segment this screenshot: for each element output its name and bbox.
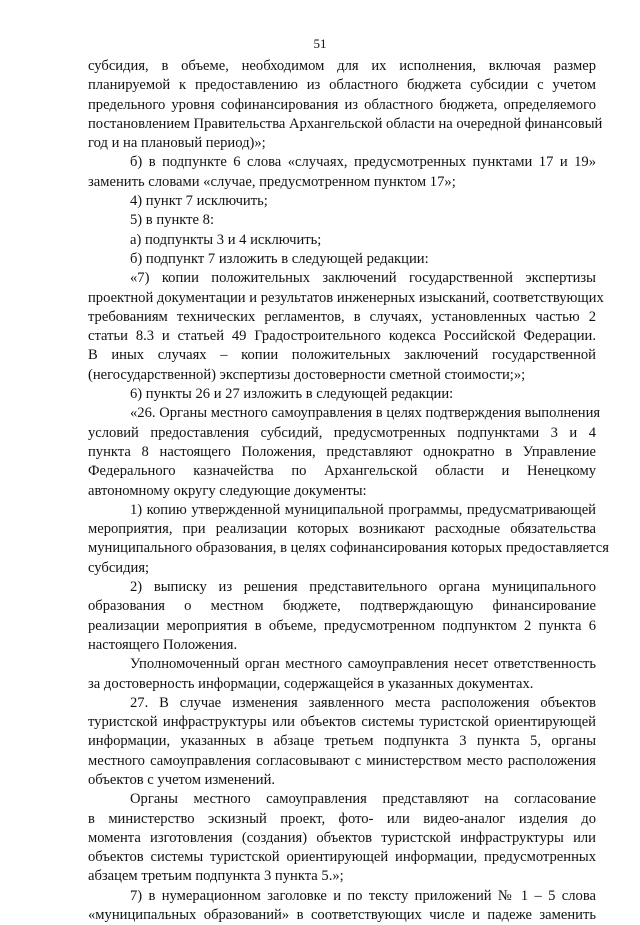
text-line: объектов системы туристской ориентирующей информации, предусмотренных (88, 849, 596, 866)
text-line: 27. В случае изменения заявленного места расположения объектов (130, 694, 596, 711)
text-line: 4) пункт 7 исключить; (130, 193, 268, 210)
text-line: муниципального образования, в целях софинансирования которых предоставляется (88, 540, 609, 557)
text-line: б) в подпункте 6 слова «случаях, предусмотренных пунктами 17 и 19» (130, 154, 596, 171)
text-line: статьи 8.3 и статьей 49 Градостроительного кодекса Российской Федерации. (88, 328, 596, 345)
text-line: проектной документации и результатов инженерных изысканий, соответствующих (88, 289, 604, 306)
text-line: субсидия; (88, 559, 150, 576)
text-line: туристской инфраструктуры или объектов системы туристской ориентирующей (88, 714, 596, 731)
page-number: 51 (313, 36, 327, 51)
text-line: планируемой к предоставлению из областного бюджета субсидии с учетом (88, 77, 596, 94)
text-line: предельного уровня софинансирования из областного бюджета, определяемого (88, 96, 596, 113)
text-line: реализации мероприятия в объеме, предусмотренном подпунктом 2 пункта 6 (88, 617, 596, 634)
text-line: в министерство эскизный проект, фото- или видео-аналог изделия до (88, 810, 596, 827)
text-line: объектов с учетом изменений. (88, 771, 276, 788)
text-line: образования о местном бюджете, подтверждающую финансирование (88, 598, 596, 615)
text-line: субсидия, в объеме, необходимом для их исполнения, включая размер (88, 58, 596, 74)
text-line: 6) пункты 26 и 27 изложить в следующей редакции: (130, 386, 454, 403)
text-line: информации, указанных в абзаце третьем подпункта 3 пункта 5, органы (88, 733, 596, 750)
text-line: б) подпункт 7 изложить в следующей редакции: (130, 250, 429, 267)
text-line: абзацем третьим подпункта 3 пункта 5.»; (88, 868, 344, 885)
text-line: В иных случаях – копии положительных заключений государственной (88, 347, 596, 364)
text-line: момента изготовления (создания) объектов туристской инфраструктуры или (88, 829, 596, 846)
text-line: местного самоуправления согласовывают с министерством место расположения (88, 752, 596, 769)
text-line: условий предоставления субсидий, предусмотренных подпунктами 3 и 4 (88, 424, 596, 441)
text-line: автономному округу следующие документы: (88, 482, 367, 499)
text-line: «муниципальных образований» в соответствующих числе и падеже заменить (88, 907, 596, 924)
text-line: 7) в нумерационном заголовке и по тексту приложений № 1 – 5 слова (130, 887, 596, 904)
text-line: «7) копии положительных заключений государственной экспертизы (130, 270, 596, 287)
text-line: 5) в пункте 8: (130, 212, 215, 229)
text-line: настоящего Положения. (88, 636, 238, 653)
text-line: а) подпункты 3 и 4 исключить; (130, 231, 322, 248)
text-line: 2) выписку из решения представительного органа муниципального (130, 579, 596, 596)
text-line: за достоверность информации, содержащейся в указанных документах. (88, 675, 534, 692)
text-line: 1) копию утвержденной муниципальной программы, предусматривающей (130, 501, 596, 518)
body-text (88, 57, 609, 925)
text-line: мероприятия, при реализации которых возникают расходные обязательства (88, 521, 596, 538)
text-line: (негосударственной) экспертизы достоверности сметной стоимости;»; (88, 366, 526, 383)
text-line: пункта 8 настоящего Положения, представляют однократно в Управление (88, 443, 596, 460)
text-line: «26. Органы местного самоуправления в целях подтверждения выполнения (130, 405, 601, 422)
text-line: Уполномоченный орган местного самоуправления несет ответственность (130, 656, 596, 673)
text-line: заменить словами «случае, предусмотренном пунктом 17»; (88, 173, 456, 190)
text-line: постановлением Правительства Архангельской области на очередной финансовый (88, 115, 603, 132)
text-line: требованиям технических регламентов, в случаях, установленных частью 2 (88, 308, 596, 325)
text-line: Органы местного самоуправления представляют на согласование (130, 791, 596, 808)
text-line: год и на плановый период)»; (88, 135, 266, 152)
text-line: Федерального казначейства по Архангельской области и Ненецкому (88, 463, 596, 480)
